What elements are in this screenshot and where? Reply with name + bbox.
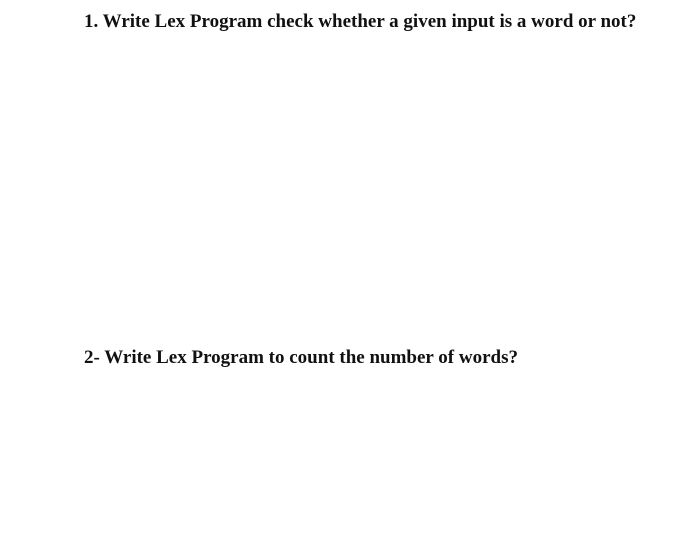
question-2: 2- Write Lex Program to count the number of words?	[84, 347, 518, 368]
question-1: 1. Write Lex Program check whether a given input is a word or not?	[84, 11, 637, 32]
